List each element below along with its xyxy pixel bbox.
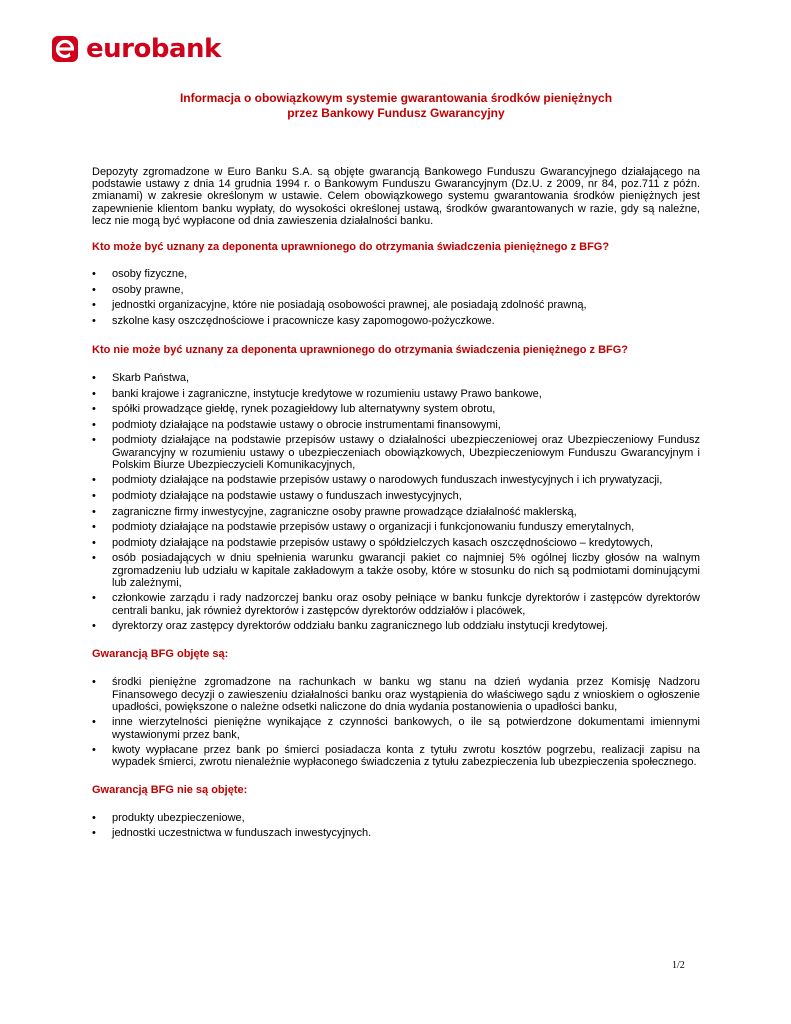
list-item: • inne wierzytelności pieniężne wynikające z czynności bankowych, o ile są potwierdzone dokumentami imiennymi wystawionymi przez bank, — [92, 716, 700, 741]
list-item: • jednostki uczestnictwa w funduszach inwestycyjnych. — [92, 827, 372, 840]
section-heading: Gwarancją BFG objęte są: — [92, 648, 229, 661]
list-item: • szkolne kasy oszczędnościowe i pracownicze kasy zapomogowo-pożyczkowe. — [92, 314, 495, 327]
bullet-icon: • — [92, 474, 96, 487]
list-item: • spółki prowadzące giełdę, rynek pozagiełdowy lub alternatywny system obrotu, — [92, 403, 496, 416]
logo-text: eurobank — [86, 34, 221, 64]
bullet-icon: • — [92, 716, 96, 729]
bullet-icon: • — [92, 536, 96, 549]
bullet-icon: • — [92, 592, 96, 605]
section-heading: Kto może być uznany za deponenta uprawnionego do otrzymania świadczenia pieniężnego z BFG? — [92, 241, 610, 254]
bullet-list — [92, 676, 700, 768]
eurobank-logo — [52, 36, 221, 62]
list-item: • osoby fizyczne, — [92, 268, 188, 281]
bullet-icon: • — [92, 521, 96, 534]
list-item: • członkowie zarządu i rady nadzorczej banku oraz osoby pełniące w banku funkcje dyrektorów i zastępców dyrektorów centrali banku, jak również dyrektorów i zastępców dyrektorów oddziałów i placówek, — [92, 592, 700, 617]
list-item: • podmioty działające na podstawie przepisów ustawy o spółdzielczych kasach oszczędnościowo – kredytowych, — [92, 536, 654, 549]
bullet-icon: • — [92, 299, 96, 312]
title-line-1: Informacja o obowiązkowym systemie gwarantowania środków pieniężnych — [179, 91, 613, 105]
list-item: • podmioty działające na podstawie ustawy o obrocie instrumentami finansowymi, — [92, 418, 501, 431]
list-item: • osoby prawne, — [92, 283, 184, 296]
bullet-icon: • — [92, 811, 96, 824]
list-item: • banki krajowe i zagraniczne, instytucje kredytowe w rozumieniu ustawy Prawo bankowe, — [92, 387, 542, 400]
list-item: • kwoty wypłacane przez bank po śmierci posiadacza konta z tytułu zwrotu kosztów pogrzebu, realizacji zapisu na wypadek śmierci, zwrotu nienależnie wypłaconego świadczenia z tytułu zabezpieczenia lub ubezpieczenia społecznego. — [92, 744, 700, 769]
section-heading: Kto nie może być uznany za deponenta uprawnionego do otrzymania świadczenia pieniężnego z BFG? — [92, 344, 629, 356]
bullet-icon: • — [92, 827, 96, 840]
bullet-icon: • — [92, 552, 96, 565]
section-heading: Gwarancją BFG nie są objęte: — [92, 783, 248, 796]
bullet-icon: • — [92, 505, 96, 518]
document-body — [92, 166, 700, 843]
title-line-2: przez Bankowy Fundusz Gwarancyjny — [287, 106, 505, 120]
bullet-list — [92, 268, 700, 327]
bullet-icon: • — [92, 489, 96, 502]
bullet-icon: • — [92, 418, 96, 431]
eurobank-logo-icon — [52, 36, 78, 62]
list-item: • Skarb Państwa, — [92, 372, 190, 384]
document-title — [92, 91, 700, 121]
bullet-icon: • — [92, 620, 96, 633]
list-item: • zagraniczne firmy inwestycyjne, zagraniczne osoby prawne prowadzące działalność maklerską, — [92, 505, 577, 518]
bullet-icon: • — [92, 434, 96, 447]
list-item: • podmioty działające na podstawie przepisów ustawy o działalności ubezpieczeniowej oraz Ubezpieczeniowy Fundusz Gwarancyjny w rozumieniu ustawy o ubezpieczeniach obowiązkowych, Ubezpieczeniowym Funduszu Gwarancyjnym i Polskim Biurze Ubezpieczycieli Komunikacyjnych, — [92, 434, 700, 471]
bullet-list — [92, 372, 700, 632]
list-item: • środki pieniężne zgromadzone na rachunkach w banku wg stanu na dzień wydania przez Komisję Nadzoru Finansowego decyzji o zawieszeniu działalności banku oraz wystąpienia do właściwego sądu z wnioskiem o ogłoszenie upadłości, powiększone o należne odsetki naliczone do dnia wydania postanowienia o upadłości banku, — [92, 676, 700, 713]
list-item: • podmioty działające na podstawie przepisów ustawy o narodowych funduszach inwestycyjnych i ich prywatyzacji, — [92, 474, 663, 487]
bullet-icon: • — [92, 403, 96, 416]
bullet-icon: • — [92, 387, 96, 400]
page-number: 1/2 — [672, 960, 685, 971]
list-item: • jednostki organizacyjne, które nie posiadają osobowości prawnej, ale posiadają zdolność prawną, — [92, 299, 587, 312]
bullet-icon: • — [92, 372, 96, 384]
list-item: • podmioty działające na podstawie ustawy o funduszach inwestycyjnych, — [92, 489, 462, 502]
bullet-icon: • — [92, 268, 96, 281]
list-item: • osób posiadających w dniu spełnienia warunku gwarancji pakiet co najmniej 5% ogólnej liczby głosów na walnym zgromadzeniu lub udziału w kapitale zakładowym a także osoby, które w stosunku do nich są podmiotami dominującymi lub zależnymi, — [92, 552, 700, 589]
bullet-list — [92, 812, 700, 840]
bullet-icon: • — [92, 676, 96, 689]
intro-paragraph: Depozyty zgromadzone w Euro Banku S.A. są objęte gwarancją Bankowego Funduszu Gwarancyjnego działającego na podstawie ustawy z dnia 14 grudnia 1994 r. o Bankowym Funduszu Gwarancyjnym (Dz.U. z 2009, nr 84, poz.711 z późn. zmianami) w zakresie określonym w ustawie. Celem obowiązkowego systemu gwarantowania środków pieniężnych jest zapewnienie klientom banku wypłaty, do wysokości określonej ustawą, środków gwarantowanych w razie, gdy są należne, lecz nie mogą być wypłacone od dnia zawieszenia działalności banku. — [92, 166, 700, 227]
list-item: • produkty ubezpieczeniowe, — [92, 811, 245, 824]
bullet-icon: • — [92, 283, 96, 296]
bullet-icon: • — [92, 744, 96, 757]
bullet-icon: • — [92, 314, 96, 327]
list-item: • podmioty działające na podstawie przepisów ustawy o organizacji i funkcjonowaniu funduszy emerytalnych, — [92, 521, 635, 534]
list-item: • dyrektorzy oraz zastępcy dyrektorów oddziału banku zagranicznego lub oddziału instytucji kredytowej. — [92, 620, 608, 633]
